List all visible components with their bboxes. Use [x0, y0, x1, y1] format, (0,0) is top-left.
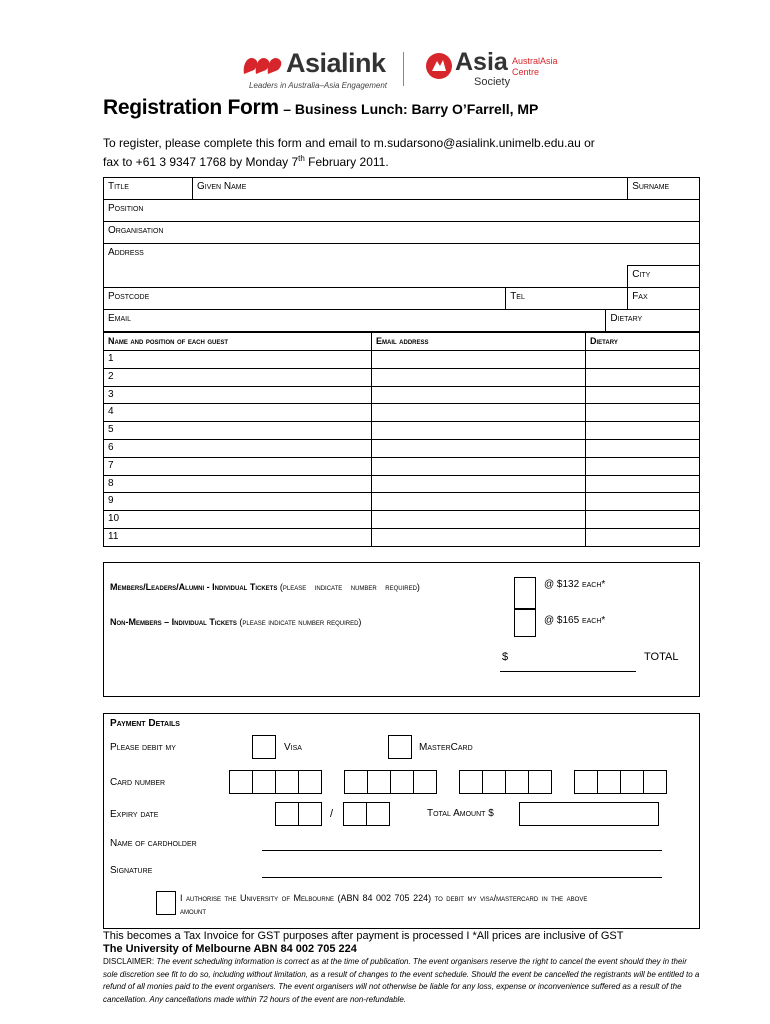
mastercard-label: MasterCard [419, 742, 473, 753]
guest-email-cell[interactable] [372, 386, 586, 404]
card-digit-box[interactable] [597, 770, 621, 794]
signature-label: Signature [110, 865, 153, 876]
intro-line-1: To register, please complete this form and email to m.sudarsono@asialink.unimelb.edu.au or [103, 136, 595, 150]
intro-text [103, 135, 595, 170]
guest-dietary-cell[interactable] [586, 475, 700, 493]
address-field[interactable]: Address [104, 244, 700, 266]
payment-heading: Payment Details [110, 718, 180, 729]
authorise-checkbox[interactable] [156, 891, 176, 915]
guest-name-cell[interactable] [104, 368, 372, 386]
payment-section [103, 713, 700, 929]
guest-row [104, 404, 700, 422]
abn-line: The University of Melbourne ABN 84 002 705 224 [103, 943, 357, 955]
card-digit-box[interactable] [505, 770, 529, 794]
guest-row [104, 351, 700, 369]
guest-dietary-cell[interactable] [586, 493, 700, 511]
guest-name-cell[interactable] [104, 457, 372, 475]
city-field[interactable]: City [628, 266, 700, 288]
guest-dietary-cell[interactable] [586, 457, 700, 475]
card-digit-box[interactable] [528, 770, 552, 794]
card-digit-box[interactable] [275, 770, 299, 794]
guest-dietary-cell[interactable] [586, 511, 700, 529]
cardholder-line[interactable] [262, 850, 662, 851]
total-label: TOTAL [644, 651, 679, 663]
expiry-month-digit-2[interactable] [298, 802, 322, 826]
authorise-text: I authorise the University of Melbourne (ABN 84 002 705 224) to debit my visa/mastercard in the above amount [180, 893, 588, 916]
nonmembers-tickets-label: Non-Members – Individual Tickets (please indicate number required) [110, 617, 362, 627]
card-number-label: Card number [110, 777, 166, 788]
guest-row-number: 9 [108, 495, 114, 507]
card-digit-box[interactable] [482, 770, 506, 794]
guest-name-cell[interactable] [104, 386, 372, 404]
guest-row [104, 457, 700, 475]
guest-email-cell[interactable] [372, 422, 586, 440]
page-title: Registration Form [103, 96, 279, 119]
visa-label: Visa [284, 742, 302, 753]
card-digit-box[interactable] [367, 770, 391, 794]
guest-row-number: 1 [108, 353, 114, 364]
asialink-mark-icon [240, 50, 282, 80]
organisation-field[interactable]: Organisation [104, 222, 700, 244]
card-digit-box[interactable] [459, 770, 483, 794]
members-tickets-qty-input[interactable] [514, 577, 536, 609]
card-number-boxes [229, 770, 689, 794]
guest-row-number: 2 [108, 370, 114, 382]
australasia-centre-line2: Centre [512, 67, 540, 77]
guest-name-header: Name and position of each guest [104, 333, 372, 351]
guest-email-cell[interactable] [372, 368, 586, 386]
asia-society-mark-icon [425, 52, 453, 80]
guest-email-cell[interactable] [372, 493, 586, 511]
members-tickets-label: Members/Leaders/Alumni - Individual Tickets (please indicate number required) [110, 582, 420, 592]
email-field[interactable]: Email [104, 310, 606, 332]
cardholder-label: Name of cardholder [110, 838, 197, 849]
guest-row-number: 6 [108, 441, 114, 453]
guest-row-number: 4 [108, 406, 114, 418]
guest-row [104, 511, 700, 529]
tel-field[interactable]: Tel [506, 288, 628, 310]
card-digit-box[interactable] [413, 770, 437, 794]
intro-line-2: fax to +61 3 9347 1768 by Monday 7th February 2011. [103, 154, 389, 169]
total-amount-input[interactable] [519, 802, 659, 826]
guest-row [104, 422, 700, 440]
card-digit-box[interactable] [344, 770, 368, 794]
card-digit-box[interactable] [390, 770, 414, 794]
surname-field[interactable]: Surname [628, 178, 700, 200]
card-digit-box[interactable] [643, 770, 667, 794]
guest-dietary-cell[interactable] [586, 439, 700, 457]
signature-line[interactable] [262, 877, 662, 878]
card-digit-box[interactable] [252, 770, 276, 794]
guest-email-cell[interactable] [372, 439, 586, 457]
guest-name-cell[interactable] [104, 475, 372, 493]
address-field-continued[interactable] [104, 266, 628, 288]
guest-row-number: 8 [108, 477, 114, 489]
contact-details [103, 177, 700, 332]
asialink-tagline: Leaders in Australia–Asia Engagement [249, 81, 388, 90]
guest-row [104, 475, 700, 493]
australasia-centre-line1: AustralAsia [512, 56, 558, 66]
guest-name-cell[interactable] [104, 528, 372, 546]
given-name-field[interactable]: Given Name [193, 178, 628, 200]
guest-name-cell[interactable] [104, 493, 372, 511]
expiry-month-digit-1[interactable] [275, 802, 299, 826]
page-subtitle: – Business Lunch: Barry O’Farrell, MP [283, 101, 539, 117]
expiry-slash: / [330, 808, 334, 820]
asialink-logo [240, 50, 390, 92]
members-tickets-price: @ $132 each* [544, 579, 606, 590]
dietary-field[interactable]: Dietary [606, 310, 700, 332]
tickets-section [103, 562, 700, 697]
guest-row-number: 3 [108, 388, 114, 400]
fax-field[interactable]: Fax [628, 288, 700, 310]
guest-dietary-cell[interactable] [586, 404, 700, 422]
guest-email-cell[interactable] [372, 528, 586, 546]
expiry-year-digit-1[interactable] [343, 802, 367, 826]
total-amount-line[interactable] [500, 671, 636, 672]
guests-table [103, 332, 700, 547]
guest-name-cell[interactable] [104, 439, 372, 457]
card-digit-box[interactable] [298, 770, 322, 794]
guest-email-cell[interactable] [372, 351, 586, 369]
guest-name-cell[interactable] [104, 404, 372, 422]
guest-name-cell[interactable] [104, 351, 372, 369]
visa-checkbox[interactable] [252, 735, 276, 759]
guest-dietary-cell[interactable] [586, 351, 700, 369]
guest-row [104, 386, 700, 404]
card-digit-box[interactable] [620, 770, 644, 794]
guest-row-number: 11 [108, 530, 119, 542]
guest-name-cell[interactable] [104, 422, 372, 440]
logo-divider [403, 52, 404, 86]
total-dollar-sign: $ [502, 651, 509, 663]
position-field[interactable]: Position [104, 200, 700, 222]
guest-dietary-cell[interactable] [586, 528, 700, 546]
guest-email-cell[interactable] [372, 404, 586, 422]
guest-row [104, 439, 700, 457]
please-debit-label: Please debit my [110, 742, 176, 753]
guest-row-number: 5 [108, 424, 114, 436]
guest-row-number: 10 [108, 513, 120, 525]
guest-dietary-cell[interactable] [586, 386, 700, 404]
tax-invoice-line: This becomes a Tax Invoice for GST purposes after payment is processed I *All prices are inclusive of GST [103, 930, 624, 942]
guest-dietary-header: Dietary [586, 333, 700, 351]
nonmembers-tickets-price: @ $165 each* [544, 615, 606, 626]
total-amount-label: Total Amount $ [427, 808, 494, 819]
asia-society-logo [425, 50, 575, 92]
guest-email-cell[interactable] [372, 511, 586, 529]
guest-dietary-cell[interactable] [586, 422, 700, 440]
guest-email-header: Email address [372, 333, 586, 351]
asialink-name: Asialink [286, 48, 386, 78]
expiry-label: Expiry date [110, 809, 159, 820]
guest-row [104, 528, 700, 546]
guest-dietary-cell[interactable] [586, 368, 700, 386]
card-digit-box[interactable] [229, 770, 253, 794]
guest-email-cell[interactable] [372, 457, 586, 475]
card-digit-box[interactable] [574, 770, 598, 794]
guest-row [104, 493, 700, 511]
title-field[interactable]: Title [104, 178, 193, 200]
asia-society-name: Asia [455, 48, 508, 76]
guest-row-number: 7 [108, 459, 114, 471]
expiry-year-digit-2[interactable] [366, 802, 390, 826]
guest-row [104, 368, 700, 386]
disclaimer: DISCLAIMER: The event scheduling information is correct as at the time of publication. The event organisers reserve the right to cancel the event should they in their sole discretion see fit to do so, including without limitation, as a result of changes to the event schedule. Should the event be cancelled the registrants will be entitled to a refund of all monies paid to the event organisers. The event organisers will not otherwise be liable for any loss, expense or inconvenience suffered as a result of the cancellation. Any cancellations made within 72 hours of the event are non-refundable. [103, 957, 700, 1004]
postcode-field[interactable]: Postcode [104, 288, 506, 310]
guest-email-cell[interactable] [372, 475, 586, 493]
mastercard-checkbox[interactable] [388, 735, 412, 759]
asia-society-sub: Society [474, 76, 511, 88]
guest-name-cell[interactable] [104, 511, 372, 529]
form-title [103, 96, 538, 120]
nonmembers-tickets-qty-input[interactable] [514, 609, 536, 637]
